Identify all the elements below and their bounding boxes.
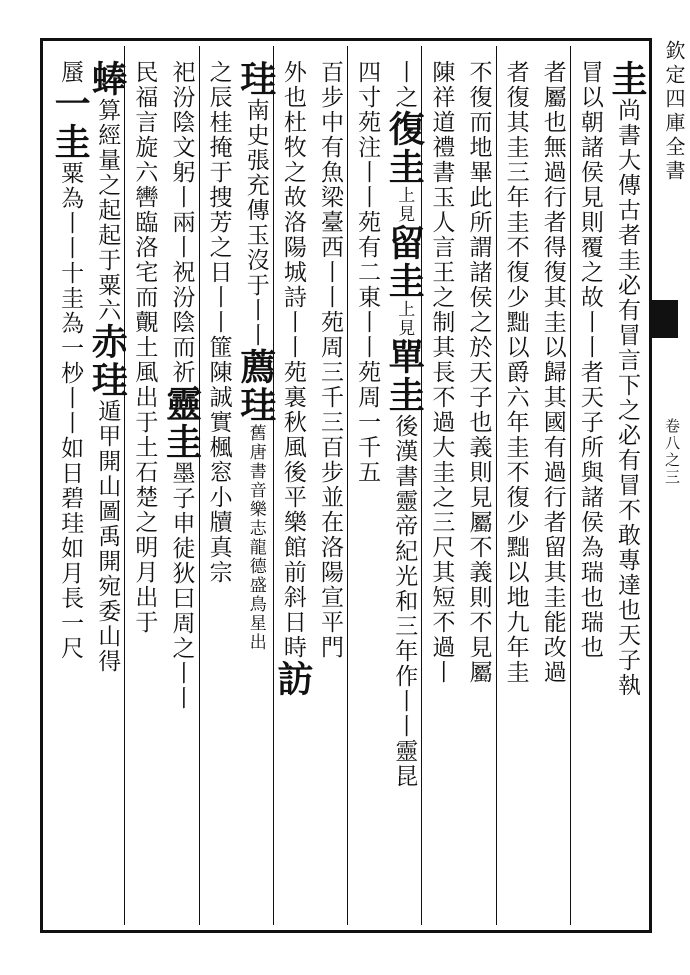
heading-term: 赤珪: [86, 323, 129, 399]
heading-term: 圭: [606, 60, 648, 98]
text-column: [574, 60, 605, 920]
heading-term: 單圭: [383, 338, 426, 414]
text-column: [86, 60, 129, 920]
column-rule: [273, 46, 274, 925]
heading-term: 一圭: [49, 85, 92, 161]
text-column: [383, 60, 426, 920]
text-run: 者屬也無過行者得復其圭以歸其國有過行者留其圭能改過: [539, 60, 566, 685]
text-run: 苑注丨丨苑有二東丨丨苑周一千五: [354, 110, 381, 485]
column-rule: [199, 46, 200, 925]
text-run: 百步中有魚梁臺西丨丨苑周三千三百步並在洛陽宣平門: [317, 60, 343, 660]
text-column: [606, 60, 648, 920]
text-column: [537, 60, 568, 920]
column-rule: [347, 46, 348, 925]
text-run: 上見: [394, 186, 415, 224]
column-rule: [124, 46, 125, 925]
heading-term: 蜯: [86, 60, 129, 98]
text-column: [462, 60, 493, 920]
text-column: [160, 60, 203, 920]
text-run: 不復而地畢此所謂諸侯之於天子也義則見屬不義則不見屬: [465, 60, 492, 685]
text-run: 遁甲開山圖禹開宛委山得: [94, 399, 121, 674]
text-run: 出于土石楚之明月出于: [131, 385, 158, 635]
text-run: 丨丨如日碧珪如月長一尺: [57, 386, 84, 661]
text-run: 尚書大傳古者圭必有冒言下之必有冒不敢專達也天子執: [614, 98, 640, 698]
text-run: 陳祥道禮書玉人言王之制其長不過大圭之三尺其短不過丨: [428, 60, 455, 685]
text-column: [271, 60, 314, 920]
text-run: 冒以朝諸侯見則覆之故丨丨者天子所與諸侯為瑞也瑞也: [576, 60, 603, 660]
heading-term: 靈圭: [160, 385, 203, 461]
text-column: [351, 60, 382, 920]
column-rule: [496, 46, 497, 925]
fishtail-mark: [650, 300, 678, 338]
heading-term: 訪: [271, 660, 314, 698]
text-column: [425, 60, 456, 920]
text-run: 南史張充傳玉沒于丨丨: [242, 98, 269, 348]
text-run: 之辰桂掩于捜芳之日: [205, 60, 232, 285]
text-run: 丨之: [391, 60, 418, 110]
text-run: 四寸: [354, 60, 381, 110]
text-column: [314, 60, 345, 920]
juan-label: 卷八之三: [663, 418, 681, 486]
text-run: 民福言旋六轡臨洛宅而覿土風: [131, 60, 158, 385]
text-run: 丨丨篚陳誠實楓窓小牘真宗: [205, 285, 232, 585]
text-column: [234, 60, 277, 920]
text-run: 祀汾陰文躬丨兩丨祝汾陰而祈: [168, 60, 195, 385]
text-run: 者復其圭三年圭不復少黜以爵六年圭不復少黜以地九年圭: [502, 60, 529, 685]
text-column: [500, 60, 531, 920]
text-column: [203, 60, 234, 920]
column-rule: [570, 46, 571, 925]
text-run: 外也杜牧之故洛陽城詩丨丨苑裏秋風後平樂館前斜日時: [279, 60, 306, 660]
heading-term: 留圭: [383, 224, 426, 300]
text-column: [49, 60, 92, 920]
text-run: 舊唐書音樂志龍德盛鳥星出: [245, 424, 266, 652]
text-run: 粟為丨丨十圭為一杪: [57, 161, 84, 386]
text-run: 上見: [394, 300, 415, 338]
text-column: [128, 60, 159, 920]
text-run: 蜃: [57, 60, 84, 85]
text-run: 後漢書靈帝紀光和三年作丨丨靈昆: [391, 414, 418, 789]
text-run: 算經量之起起于粟六: [94, 98, 121, 323]
heading-term: 珪: [234, 60, 277, 98]
heading-term: 薦珪: [234, 348, 277, 424]
text-run: 墨子申徒狄曰周之丨丨: [168, 461, 195, 711]
book-title: 欽定四庫全書: [662, 40, 686, 184]
heading-term: 復圭: [383, 110, 426, 186]
